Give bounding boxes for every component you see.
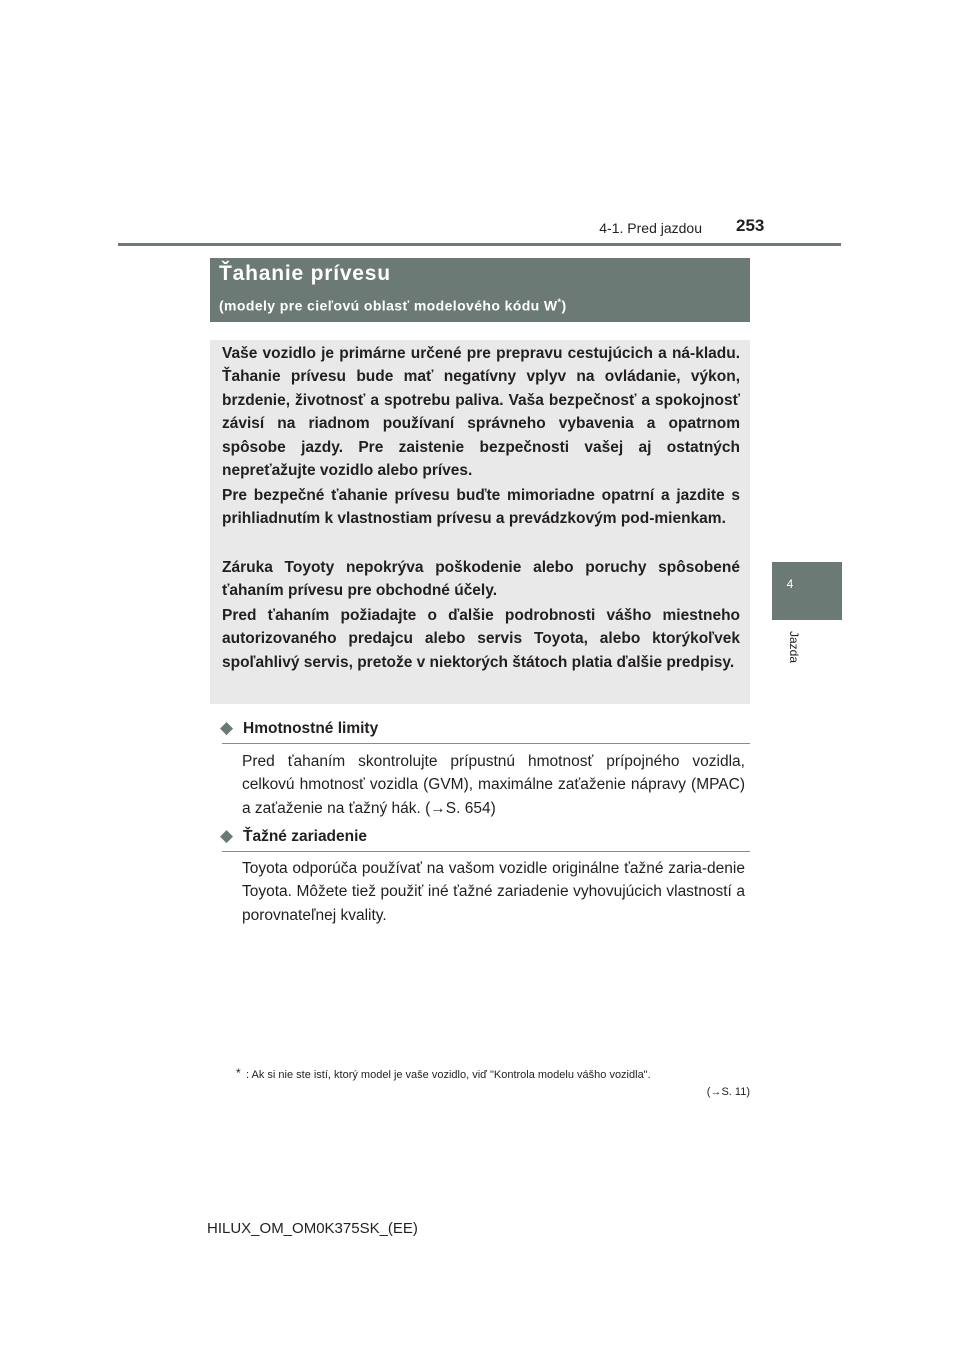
intro-paragraph: Pre bezpečné ťahanie prívesu buďte mimoriadne opatrní a jazdite s prihliadnutím k vlastnostiam prívesu a prevádzkovým pod-mienkam. (222, 487, 740, 528)
header-divider (118, 243, 841, 246)
page-subtitle (219, 297, 739, 314)
section-heading-towing-hitch: Ťažné zariadenie (243, 828, 368, 845)
intro-paragraph: Pred ťahaním požiadajte o ďalšie podrobnosti vášho miestneho autorizovaného predajcu alebo servis Toyota, alebo ktorýkoľvek spoľahlivý servis, pretože v niektorých štátoch platia ďalšie predpisy. (222, 607, 740, 671)
page-title: Ťahanie prívesu (219, 262, 391, 285)
page-number: 253 (736, 216, 765, 235)
section-divider (222, 851, 750, 852)
diamond-bullet-icon: ◆ (220, 718, 234, 737)
header-section-title: 4-1. Pred jazdou (599, 220, 702, 236)
section-heading-weight-limits: Hmotnostné limity (243, 720, 379, 737)
chapter-tab (772, 562, 842, 620)
footnote-asterisk-icon: * (236, 1066, 241, 1080)
chapter-tab-label: Jazda (787, 630, 801, 664)
document-code: HILUX_OM_OM0K375SK_(EE) (207, 1220, 418, 1237)
section-divider (222, 743, 750, 744)
intro-paragraph: Vaše vozidlo je primárne určené pre prepravu cestujúcich a ná-kladu. Ťahanie prívesu bude mať negatívny vplyv na ovládanie, výkon, brzdenie, životnosť a spotrebu paliva. Vaša bezpečnosť a spokojnosť závisí na riadnom používaní správneho vybavenia a opatrnom spôsobe jazdy. Pre zaistenie bezpečnosti vašej aj ostatných nepreťažujte vozidlo alebo príves. (222, 345, 740, 480)
chapter-tab-number: 4 (786, 577, 794, 591)
diamond-bullet-icon: ◆ (220, 826, 234, 845)
subtitle-footnote-mark: * (557, 297, 562, 307)
subtitle-text: (modely pre cieľovú oblasť modelového kódu W (219, 297, 558, 314)
subtitle-close: ) (561, 297, 567, 314)
section-body-weight-limits: Pred ťahaním skontrolujte prípustnú hmotnosť prípojného vozidla, celkovú hmotnosť vozidla (GVM), maximálne zaťaženie nápravy (MPAC) a zaťaženie na ťažný hák. (→S. 654) (242, 753, 745, 817)
footnote-text: : Ak si nie ste istí, ktorý model je vaše vozidlo, viď "Kontrola modelu vášho vozidla". (246, 1069, 651, 1081)
footnote-page-reference: (→S. 11) (706, 1086, 750, 1098)
intro-paragraph: Záruka Toyoty nepokrýva poškodenie alebo poruchy spôsobené ťahaním prívesu pre obchodné účely. (222, 559, 740, 600)
section-body-towing-hitch: Toyota odporúča používať na vašom vozidle originálne ťažné zaria-denie Toyota. Môžete tiež použiť iné ťažné zariadenie vyhovujúcich vlastností a porovnateľnej kvality. (242, 860, 745, 924)
